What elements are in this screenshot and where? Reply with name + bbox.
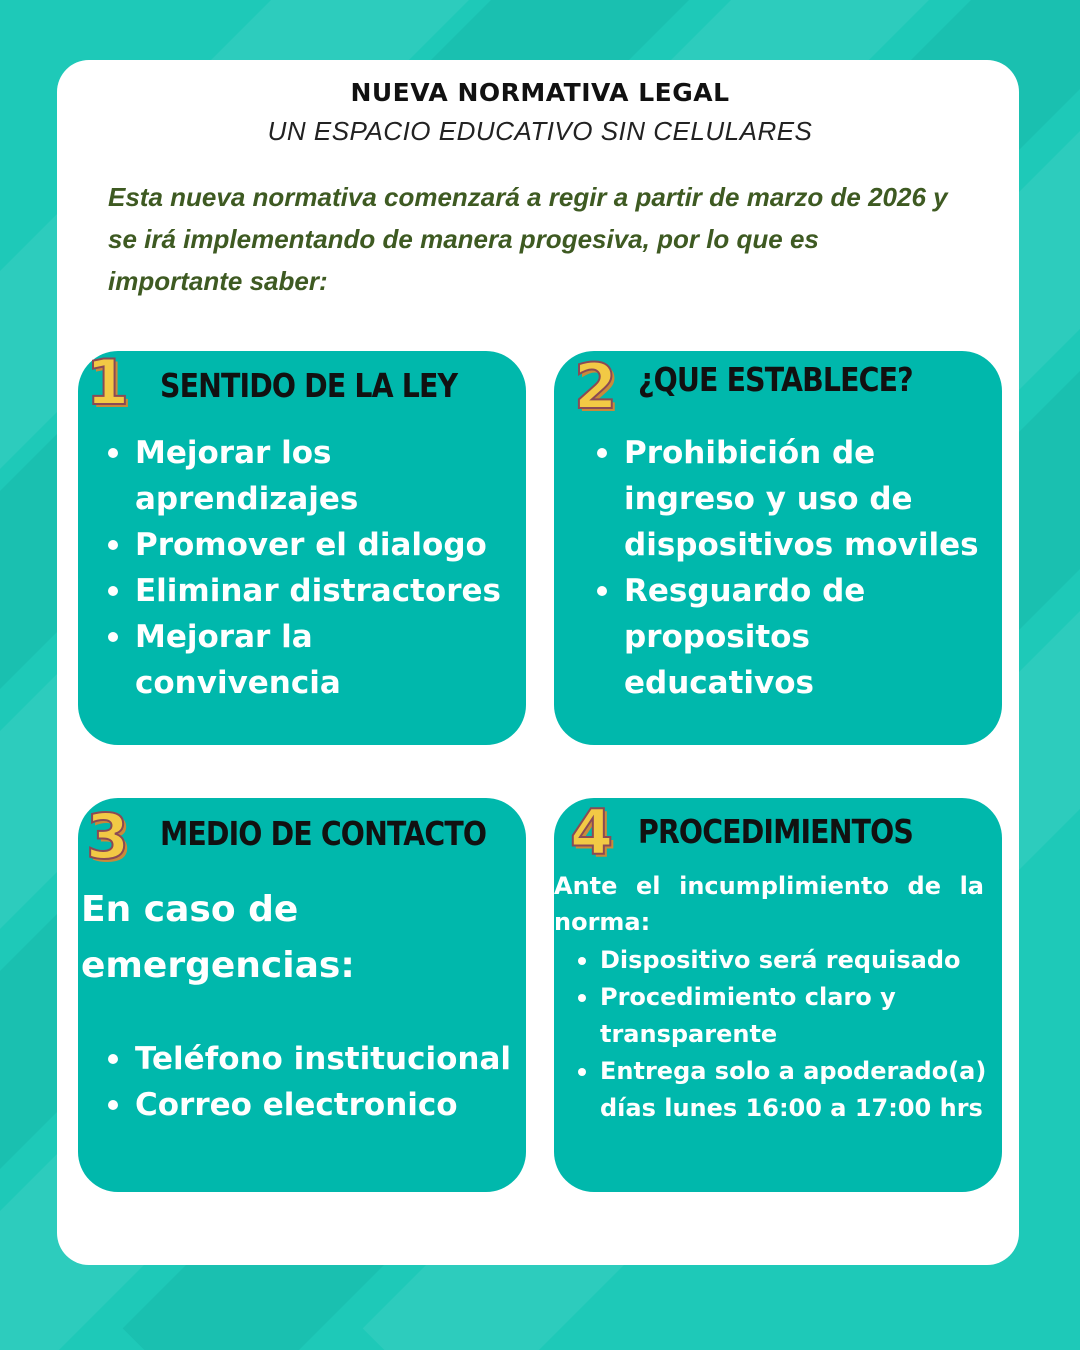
intro-text: Esta nueva normativa comenzará a regir a partir de marzo de 2026 y se irá implementando de manera progesiva, por lo que es importante saber: xyxy=(108,182,948,296)
list-item: Dispositivo será requisado xyxy=(554,942,994,979)
list-sentido xyxy=(78,430,518,706)
procedure-lead: Ante el incumplimiento de la norma: xyxy=(554,872,984,936)
number-four-badge: 4 xyxy=(570,796,614,869)
card-title-procedimientos: PROCEDIMIENTOS xyxy=(638,812,913,851)
card-title-sentido: SENTIDO DE LA LEY xyxy=(160,366,458,405)
list-item: Prohibición de ingreso y uso de dispositivos moviles xyxy=(567,430,997,568)
list-contacto xyxy=(78,1036,518,1128)
list-procedimientos xyxy=(554,942,994,1127)
number-three-badge: 3 xyxy=(86,800,130,873)
list-establece xyxy=(567,430,997,706)
number-two-badge: 2 xyxy=(574,350,618,423)
list-item: Mejorar los aprendizajes xyxy=(78,430,518,522)
card-title-establece: ¿QUE ESTABLECE? xyxy=(638,360,913,399)
list-item: Eliminar distractores xyxy=(78,568,518,614)
list-item: Mejorar la convivencia xyxy=(78,614,518,706)
list-item: Correo electronico xyxy=(78,1082,518,1128)
list-item: Entrega solo a apoderado(a) días lunes 16:00 a 17:00 hrs xyxy=(554,1053,994,1127)
emergency-lead: En caso de emergencias: xyxy=(81,889,355,986)
list-item: Resguardo de propositos educativos xyxy=(567,568,997,706)
page-subtitle: UN ESPACIO EDUCATIVO SIN CELULARES xyxy=(267,116,813,146)
card-title-contacto: MEDIO DE CONTACTO xyxy=(160,814,487,853)
page-title: NUEVA NORMATIVA LEGAL xyxy=(350,78,730,107)
list-item: Promover el dialogo xyxy=(78,522,518,568)
list-item: Teléfono institucional xyxy=(78,1036,518,1082)
list-item: Procedimiento claro y transparente xyxy=(554,979,994,1053)
number-one-badge: 1 xyxy=(86,346,130,419)
card-medio-de-contacto xyxy=(78,798,526,1192)
